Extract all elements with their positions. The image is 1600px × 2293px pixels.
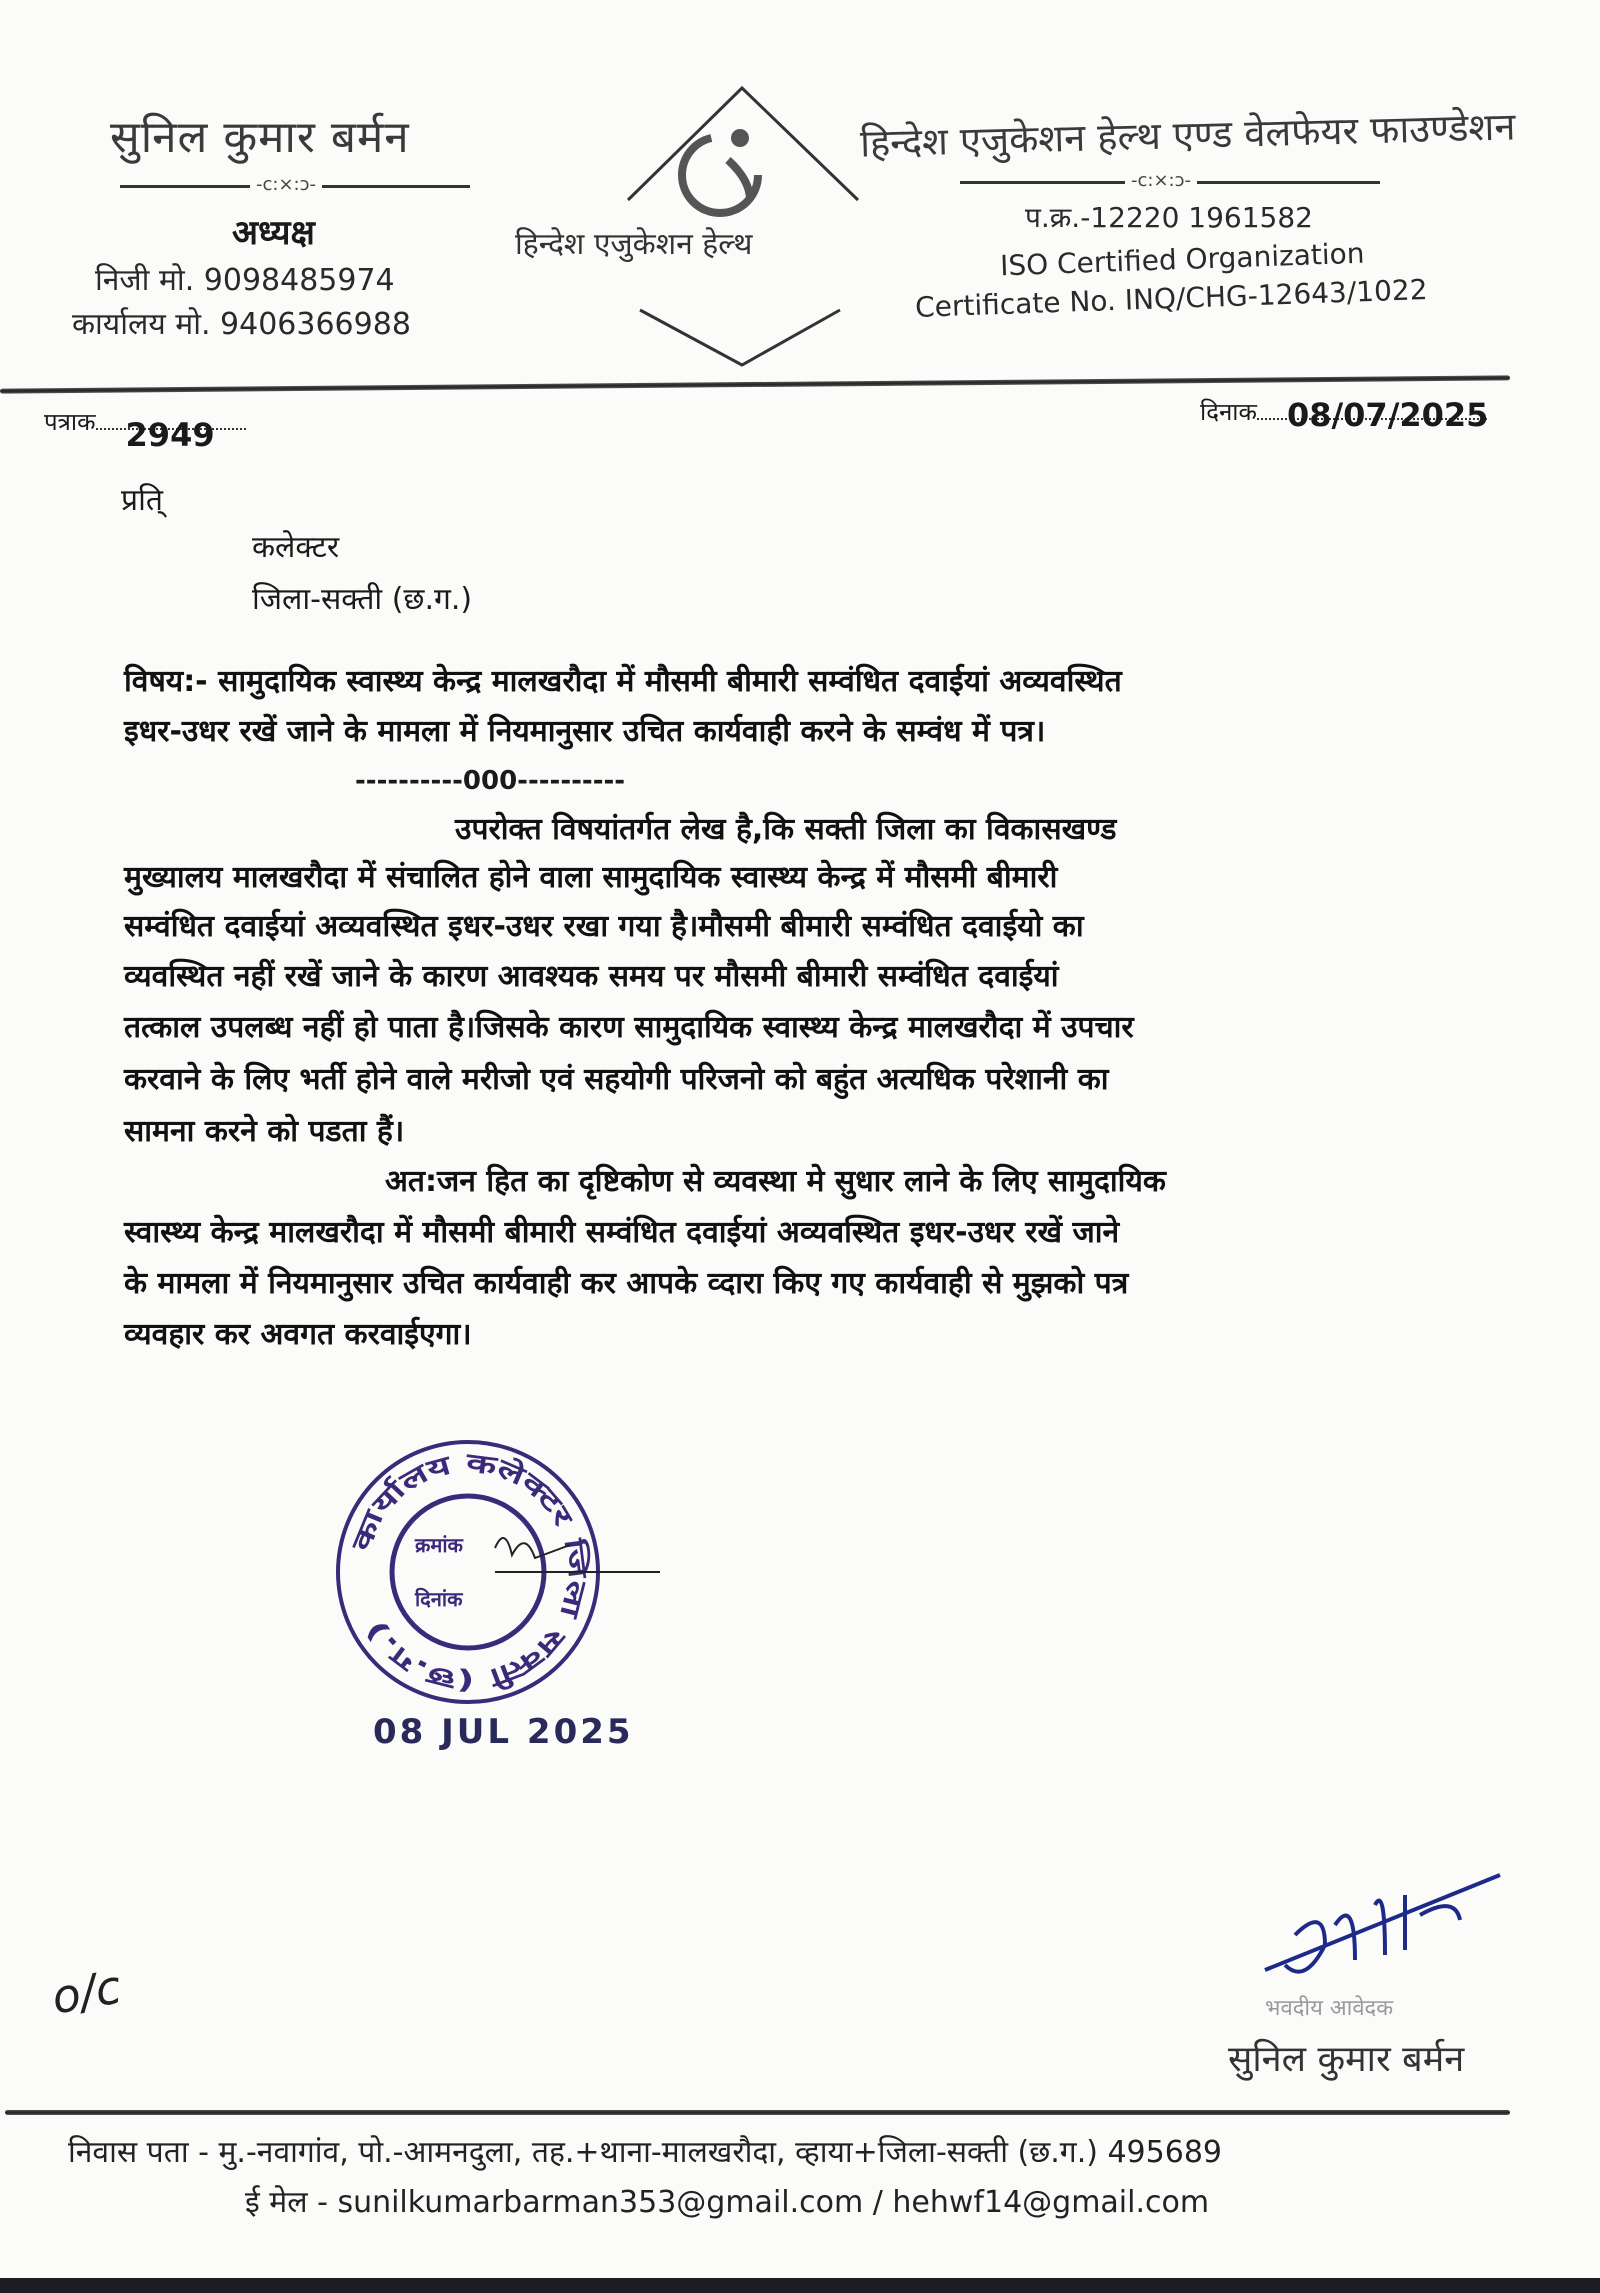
stamp-inner-line-2: दिनांक bbox=[415, 1587, 463, 1611]
footer-email: ई मेल - sunilkumarbarman353@gmail.com / hehwf14@gmail.com bbox=[245, 2185, 1210, 2220]
stamp-outer-text: कार्यालय कलेक्टर जिला सक्ती (छ.ग.) bbox=[346, 1448, 592, 1696]
personal-mobile: निजी मो. 9098485974 bbox=[95, 263, 395, 298]
body-line: व्यवहार कर अवगत करवाईएगा। bbox=[124, 1317, 472, 1352]
page-edge-shadow bbox=[0, 2278, 1600, 2293]
body-line: मुख्यालय मालखरौदा में संचालित होने वाला सामुदायिक स्वास्थ्य केन्द्र में मौसमी बीमारी bbox=[124, 860, 1058, 895]
office-stamp bbox=[330, 1430, 670, 1720]
body-line: करवाने के लिए भर्ती होने वाले मरीजो एवं सहयोगी परिजनो को बहुंत अत्यधिक परेशानी का bbox=[124, 1062, 1109, 1097]
organization-name: हिन्देश एजुकेशन हेल्थ एण्ड वेलफेयर फाउण्डेशन bbox=[859, 104, 1516, 166]
letter-date: 08/07/2025 bbox=[1286, 396, 1489, 434]
addressee-to: प्रति् bbox=[121, 483, 163, 518]
body-line: सामना करने को पडता हैं। bbox=[124, 1114, 405, 1149]
date-field bbox=[1200, 395, 1489, 434]
stamp-received-date: 08 JUL 2025 bbox=[373, 1712, 634, 1752]
body-line: व्यवस्थित नहीं रखें जाने के कारण आवश्यक समय पर मौसमी बीमारी सम्वंधित दवाईयां bbox=[124, 959, 1059, 994]
ornament-glyph: -c:×:ɔ- bbox=[1125, 170, 1197, 191]
handwritten-signature bbox=[1255, 1865, 1505, 1995]
ornament-divider-right bbox=[960, 172, 1380, 192]
office-mobile: कार्यालय मो. 9406366988 bbox=[72, 307, 411, 342]
body-line: अत:जन हित का दृष्टिकोण से व्यवस्था मे सुधार लाने के लिए सामुदायिक bbox=[385, 1164, 1166, 1199]
iso-certification: ISO Certified Organization bbox=[999, 236, 1366, 283]
ornament-divider-left bbox=[120, 176, 470, 196]
date-label: दिनाक bbox=[1200, 398, 1257, 426]
letter-number-field bbox=[44, 405, 246, 454]
president-title: अध्यक्ष bbox=[232, 213, 315, 253]
letter-number: 2949 bbox=[125, 416, 215, 454]
president-name: सुनिल कुमार बर्मन bbox=[110, 112, 410, 163]
subject-line-1: विषय:- सामुदायिक स्वास्थ्य केन्द्र मालखरौदा में मौसमी बीमारी सम्वंधित दवाईयां अव्यवस्थित bbox=[124, 664, 1122, 699]
separator: ----------000---------- bbox=[355, 766, 626, 796]
closing-text: भवदीय आवेदक bbox=[1265, 1996, 1394, 2021]
handwritten-annotation: o/c bbox=[47, 1959, 126, 2025]
letter-number-label: पत्राक bbox=[44, 408, 96, 436]
footer-address: निवास पता - मु.-नवागांव, पो.-आमनदुला, तह.+थाना-मालखरौदा, व्हाया+जिला-सक्ती (छ.ग.) 495689 bbox=[68, 2135, 1222, 2170]
stamp-inner-line-1: क्रमांक bbox=[415, 1533, 463, 1557]
subject-line-2: इधर-उधर रखें जाने के मामला में नियमानुसार उचित कार्यवाही करने के सम्वंध में पत्र। bbox=[124, 714, 1046, 749]
body-line: तत्काल उपलब्ध नहीं हो पाता है।जिसके कारण सामुदायिक स्वास्थ्य केन्द्र मालखरौदा में उपचार bbox=[124, 1010, 1134, 1045]
footer-divider bbox=[5, 2110, 1510, 2115]
body-line: सम्वंधित दवाईयां अव्यवस्थित इधर-उधर रखा गया है।मौसमी बीमारी सम्वंधित दवाईयो का bbox=[124, 909, 1084, 944]
certificate-number: Certificate No. INQ/CHG-12643/1022 bbox=[914, 273, 1428, 324]
ornament-glyph: -c:×:ɔ- bbox=[250, 174, 322, 195]
body-line: उपरोक्त विषयांतर्गत लेख है,कि सक्ती जिला का विकासखण्ड bbox=[455, 812, 1117, 847]
body-line: स्वास्थ्य केन्द्र मालखरौदा में मौसमी बीमारी सम्वंधित दवाईयां अव्यवस्थित इधर-उधर रखें जाने bbox=[124, 1215, 1120, 1250]
logo-text: हिन्देश एजुकेशन हेल्थ bbox=[515, 227, 753, 262]
registration-number: प.क्र.-12220 1961582 bbox=[1025, 201, 1313, 234]
body-line: के मामला में नियमानुसार उचित कार्यवाही कर आपके व्दारा किए गए कार्यवाही से मुझको पत्र bbox=[124, 1266, 1129, 1301]
logo-figure-icon bbox=[682, 137, 758, 213]
addressee-designation: कलेक्टर bbox=[252, 530, 340, 565]
signatory-name: सुनिल कुमार बर्मन bbox=[1228, 2039, 1465, 2080]
addressee-district: जिला-सक्ती (छ.ग.) bbox=[252, 582, 473, 617]
